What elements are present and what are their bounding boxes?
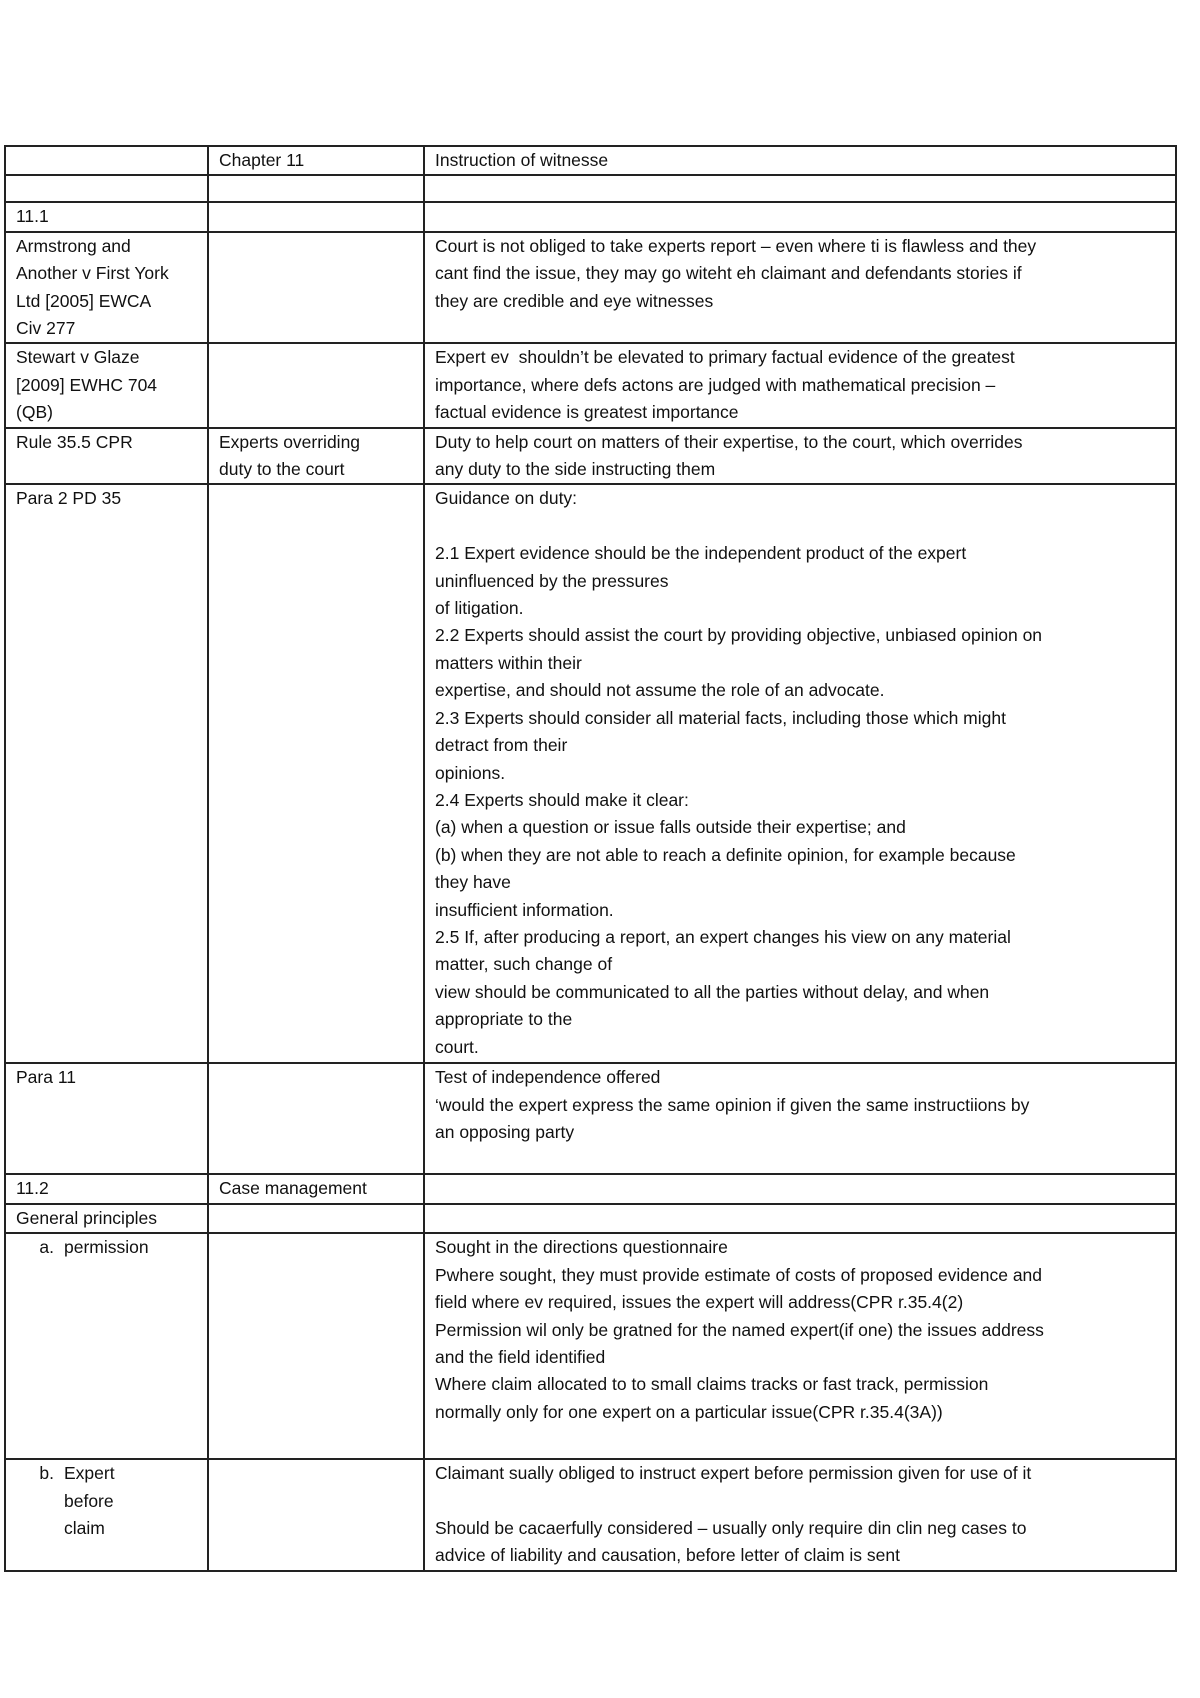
document-page (4, 145, 1175, 1572)
list-item: a. permission (5, 1233, 208, 1459)
chapter-title: Instruction of witnesse (424, 146, 1176, 175)
empty-row (5, 175, 1176, 202)
list-item: b. Expert before claim (5, 1459, 208, 1571)
chapter-label: Chapter 11 (208, 146, 424, 175)
section-row-11-1 (5, 202, 1176, 231)
para2-row (5, 484, 1176, 1063)
list-marker: b. (39, 1463, 54, 1484)
permission-row (5, 1233, 1176, 1459)
para11-row (5, 1063, 1176, 1174)
general-principles-row (5, 1204, 1176, 1233)
section-label: 11.1 (5, 202, 208, 231)
notes-table (4, 145, 1177, 1572)
rule-topic: Experts overriding duty to the court (208, 428, 424, 485)
expert-before-claim-row (5, 1459, 1176, 1571)
permission-note: Sought in the directions questionnaire Pwhere sought, they must provide estimate of costs of proposed evidence and field where ev required, issues the expert will address(CPR r.35.4(2) Permission wil only be gratned for the named expert(if one) the issues address and the field identified Where claim allocated to to small claims tracks or fast track, permission normally only for one expert on a particular issue(CPR r.35.4(3A)) (424, 1233, 1176, 1459)
section-label: 11.2 (5, 1174, 208, 1203)
case-name: Stewart v Glaze [2009] EWHC 704 (QB) (5, 343, 208, 427)
case-name: Armstrong and Another v First York Ltd [2005] EWCA Civ 277 (5, 232, 208, 344)
list-marker: a. (39, 1237, 54, 1258)
case-note: Expert ev shouldn’t be elevated to primary factual evidence of the greatest importance, where defs actons are judged with mathematical precision – factual evidence is greatest importance (424, 343, 1176, 427)
rule-name: Para 2 PD 35 (5, 484, 208, 1063)
rule-name: Para 11 (5, 1063, 208, 1174)
rule-note: Duty to help court on matters of their expertise, to the court, which overrides any duty to the side instructing them (424, 428, 1176, 485)
header-row (5, 146, 1176, 175)
section-topic: Case management (208, 1174, 424, 1203)
case-row-stewart (5, 343, 1176, 427)
rule-row-35-5 (5, 428, 1176, 485)
duty-guidance: Guidance on duty: 2.1 Expert evidence should be the independent product of the expert uninfluenced by the pressures of litigation. 2.2 Experts should assist the court by providing objective, unbiased opinion on matters within their expertise, and should not assume the role of an advocate. 2.3 Experts should consider all material facts, including those which might detract from their opinions. 2.4 Experts should make it clear: (a) when a question or issue falls outside their expertise; and (b) when they are not able to reach a definite opinion, for example because they have insufficient information. 2.5 If, after producing a report, an expert changes his view on any material matter, such change of view should be communicated to all the parties without delay, and when appropriate to the court. (424, 484, 1176, 1063)
subsection-label: General principles (5, 1204, 208, 1233)
independence-test: Test of independence offered ‘would the expert express the same opinion if given the same instructiions by an opposing party (424, 1063, 1176, 1174)
expert-before-claim-note: Claimant sually obliged to instruct expert before permission given for use of it Should be cacaerfully considered – usually only require din clin neg cases to advice of liability and causation, before letter of claim is sent (424, 1459, 1176, 1571)
case-row-armstrong (5, 232, 1176, 344)
header-col1 (5, 146, 208, 175)
section-row-11-2 (5, 1174, 1176, 1203)
case-note: Court is not obliged to take experts report – even where ti is flawless and they cant find the issue, they may go witeht eh claimant and defendants stories if they are credible and eye witnesses (424, 232, 1176, 344)
rule-name: Rule 35.5 CPR (5, 428, 208, 485)
